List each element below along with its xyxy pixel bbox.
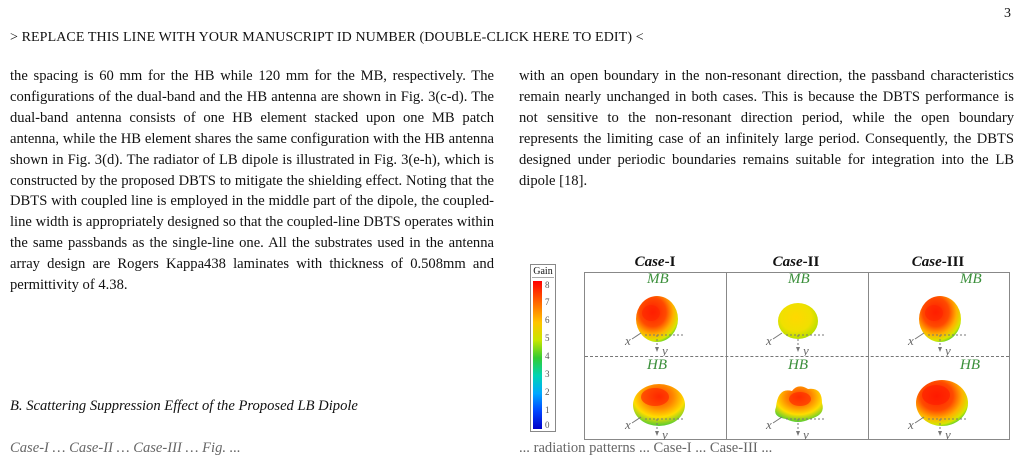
gain-tick: 4 bbox=[545, 351, 550, 361]
right-paragraph: with an open boundary in the non-resonant direction, the passband characteristics remain nearly unchanged in both cases. This is because the DBTS performance is not sensitive to the non-resonant direction period, while the open boundary represents the limiting case of an infinitely large period. Consequently, the DBTS designed under periodic boundaries remains suitable for integration into the LB dipole [18]. bbox=[519, 68, 1014, 189]
gain-tick: 0 bbox=[545, 420, 550, 430]
gain-tick: 1 bbox=[545, 405, 550, 415]
case-suffix: -II bbox=[802, 254, 820, 270]
pattern-3d-icon bbox=[868, 357, 1009, 440]
gain-tick: 7 bbox=[545, 297, 550, 307]
case-suffix: -I bbox=[664, 254, 676, 270]
gain-tick: 6 bbox=[545, 315, 550, 325]
axis-y-label: y bbox=[803, 343, 809, 356]
left-column bbox=[10, 66, 494, 296]
gain-gradient bbox=[533, 281, 542, 429]
pattern-cell-mb-case3 bbox=[868, 273, 1009, 356]
case-prefix: Case bbox=[634, 254, 665, 270]
gain-tick: 5 bbox=[545, 333, 550, 343]
left-paragraph: the spacing is 60 mm for the HB while 120 mm for the MB, respectively. The configurations of the dual-band and the HB antenna are shown in Fig. 3(c-d). The dual-band antenna consists of one HB element stacked upon one MB patch antenna, while the HB element shares the same configuration with the HB antenna shown in Fig. 3(d). The radiator of LB dipole is illustrated in Fig. 3(e-h), which is constructed by the proposed DBTS to mitigate the shielding effect. Noting that the DBTS with coupled line is employed in the middle part of the dipole, the coupled-line width is appropriately designed so that the coupled-line DBTS operates within the same passbands as the single-line one. All the substrates used in the antenna array design are Rogers Kappa438 laminates with thickness of 0.508mm and permittivity of 4.38. bbox=[10, 68, 494, 294]
gain-tick: 8 bbox=[545, 280, 550, 290]
band-label: HB bbox=[647, 357, 667, 373]
pattern-cell-hb-case3 bbox=[868, 357, 1009, 440]
axis-y-label: y bbox=[662, 343, 668, 356]
case-suffix: -III bbox=[941, 254, 965, 270]
gain-tick: 3 bbox=[545, 369, 550, 379]
case-heading-2 bbox=[742, 254, 850, 271]
axis-x-label: x bbox=[766, 417, 772, 432]
band-label: HB bbox=[960, 357, 980, 373]
pattern-grid bbox=[584, 272, 1010, 440]
axis-y-label: y bbox=[945, 427, 951, 440]
gain-ticks bbox=[545, 281, 555, 429]
band-label: MB bbox=[788, 271, 810, 287]
band-label: HB bbox=[788, 357, 808, 373]
pattern-cell-mb-case1 bbox=[585, 273, 726, 356]
pattern-3d-icon bbox=[868, 273, 1009, 356]
axis-y-label: y bbox=[945, 343, 951, 356]
section-heading: B. Scattering Suppression Effect of the Proposed LB Dipole bbox=[10, 398, 358, 414]
pattern-cell-mb-case2 bbox=[726, 273, 867, 356]
pattern-cell-hb-case1 bbox=[585, 357, 726, 440]
left-cut-line: Case-I … Case-II … Case-III … Fig. ... bbox=[10, 440, 241, 456]
pattern-cell-hb-case2 bbox=[726, 357, 867, 440]
running-header: > REPLACE THIS LINE WITH YOUR MANUSCRIPT ID NUMBER (DOUBLE-CLICK HERE TO EDIT) < bbox=[10, 30, 644, 45]
band-label: MB bbox=[960, 271, 982, 287]
case-prefix: Case bbox=[911, 254, 942, 270]
axis-x-label: x bbox=[766, 333, 772, 348]
axis-y-label: y bbox=[803, 427, 809, 440]
gain-tick: 2 bbox=[545, 387, 550, 397]
axis-x-label: x bbox=[908, 333, 914, 348]
case-prefix: Case bbox=[772, 254, 803, 270]
radiation-pattern-figure bbox=[522, 254, 1014, 442]
gain-legend-title: Gain bbox=[533, 266, 553, 277]
right-column bbox=[519, 66, 1014, 191]
right-cut-line: ... radiation patterns ... Case-I ... Case-III ... bbox=[519, 440, 773, 456]
band-label: MB bbox=[647, 271, 669, 287]
axis-x-label: x bbox=[625, 333, 631, 348]
case-heading-1 bbox=[601, 254, 709, 271]
axis-x-label: x bbox=[908, 417, 914, 432]
page-number: 3 bbox=[1004, 6, 1011, 21]
case-heading-3 bbox=[884, 254, 992, 271]
gain-colorbar bbox=[530, 264, 556, 432]
axis-y-label: y bbox=[662, 427, 668, 440]
axis-x-label: x bbox=[625, 417, 631, 432]
